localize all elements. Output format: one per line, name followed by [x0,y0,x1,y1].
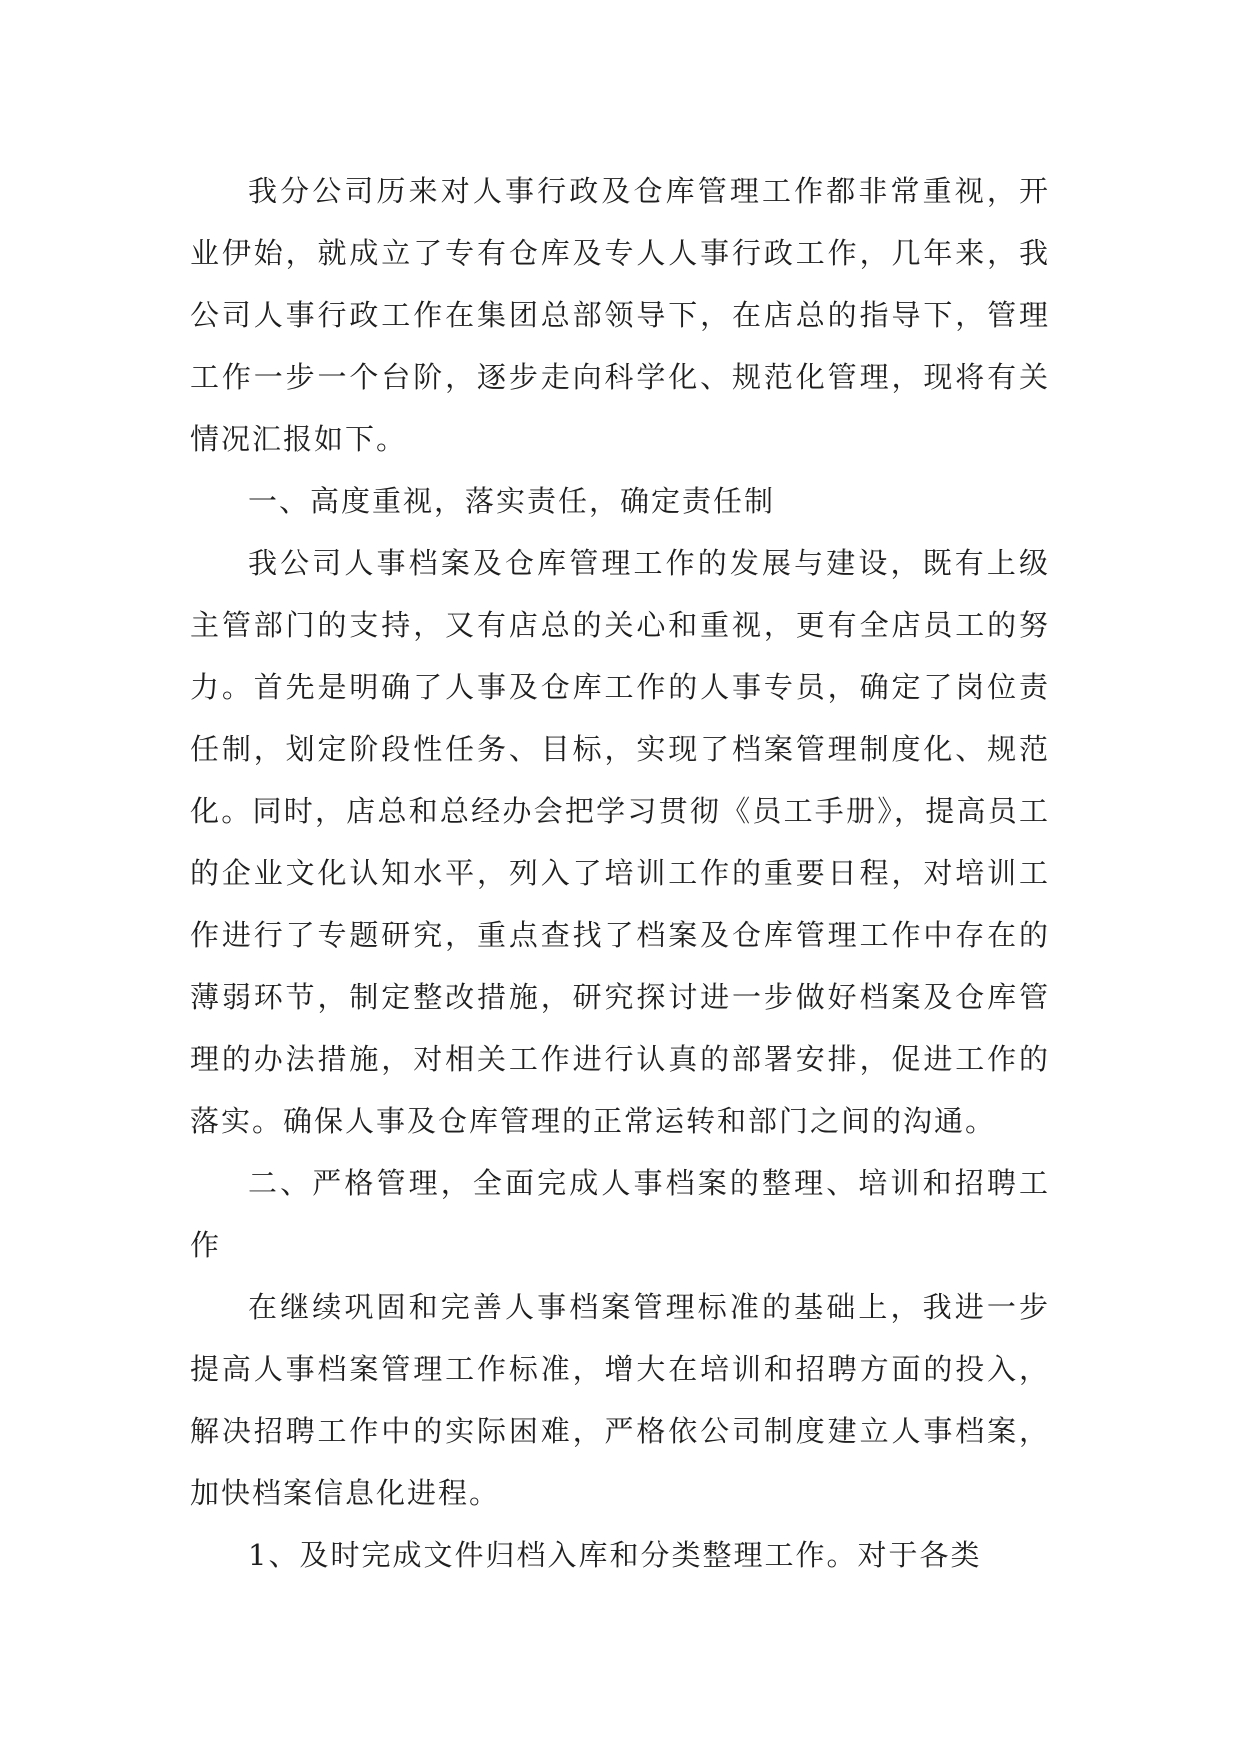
paragraph-section-2: 在继续巩固和完善人事档案管理标准的基础上，我进一步提高人事档案管理工作标准，增大在培训和招聘方面的投入，解决招聘工作中的实际困难，严格依公司制度建立人事档案，加快档案信息化进程。 [190,1290,1050,1510]
section-heading-1: 一、高度重视，落实责任，确定责任制 [248,484,776,518]
paragraph-section-1: 我公司人事档案及仓库管理工作的发展与建设，既有上级主管部门的支持，又有店总的关心和重视，更有全店员工的努力。首先是明确了人事及仓库工作的人事专员，确定了岗位责任制，划定阶段性任务、目标，实现了档案管理制度化、规范化。同时，店总和总经办会把学习贯彻《员工手册》，提高员工的企业文化认知水平，列入了培训工作的重要日程，对培训工作进行了专题研究，重点查找了档案及仓库管理工作中存在的薄弱环节，制定整改措施，研究探讨进一步做好档案及仓库管理的办法措施，对相关工作进行认真的部署安排，促进工作的落实。确保人事及仓库管理的正常运转和部门之间的沟通。 [190,546,1050,1138]
paragraph-item-1: 1、及时完成文件归档入库和分类整理工作。对于各类 [248,1538,982,1572]
document-body [190,160,1050,1586]
section-heading-2: 二、严格管理，全面完成人事档案的整理、培训和招聘工作 [190,1166,1050,1262]
paragraph-intro: 我分公司历来对人事行政及仓库管理工作都非常重视，开业伊始，就成立了专有仓库及专人人事行政工作，几年来，我公司人事行政工作在集团总部领导下，在店总的指导下，管理工作一步一个台阶，逐步走向科学化、规范化管理，现将有关情况汇报如下。 [190,174,1050,456]
